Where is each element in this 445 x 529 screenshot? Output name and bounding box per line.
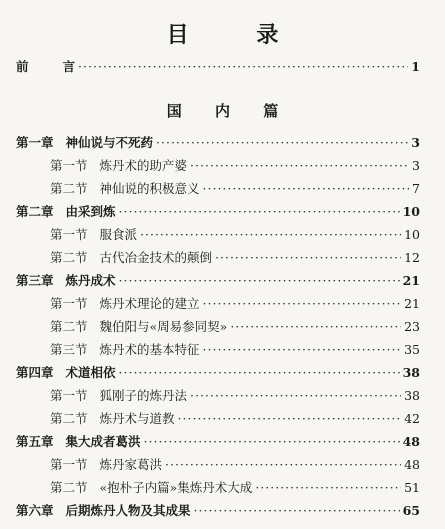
toc-section-entry[interactable]: [16, 225, 420, 245]
leader-dots: [178, 409, 402, 429]
toc-section-entry[interactable]: [16, 409, 420, 429]
entry-page: 48: [402, 434, 420, 449]
entry-page: 21: [402, 273, 420, 288]
entry-page: 23: [404, 319, 420, 334]
leader-dots: [119, 363, 400, 383]
toc-section-entry[interactable]: [16, 179, 420, 199]
toc-entry-preface[interactable]: [16, 57, 420, 77]
toc-chapter-entry[interactable]: [16, 202, 420, 222]
entry-name: «抱朴子内篇»集炼丹术大成: [99, 480, 253, 495]
toc-chapter-entry[interactable]: [16, 501, 420, 521]
leader-dots: [119, 202, 400, 222]
entry-label: 第五章: [16, 434, 54, 449]
entry-label: 第六章: [16, 503, 54, 518]
entry-name: 集大成者葛洪: [65, 434, 141, 449]
entry-page: 12: [404, 250, 420, 265]
entry-name: 狐刚子的炼丹法: [99, 388, 188, 403]
entry-label: 第二节: [50, 250, 88, 265]
entry-label: 第三节: [50, 342, 88, 357]
entry-name: 炼丹家葛洪: [99, 457, 163, 472]
entry-label: 第一节: [50, 296, 88, 311]
entry-page: 65: [402, 503, 420, 518]
entry-name: 神仙说的积极意义: [99, 181, 200, 196]
entry-name: 由采到炼: [65, 204, 116, 219]
entry-name: 后期炼丹人物及其成果: [65, 503, 191, 518]
toc-section-entry[interactable]: [16, 294, 420, 314]
leader-dots: [203, 340, 402, 360]
toc-section-entry[interactable]: [16, 478, 420, 498]
leader-dots: [215, 248, 401, 268]
leader-dots: [190, 156, 409, 176]
leader-dots: [203, 179, 410, 199]
toc-section-entry[interactable]: [16, 340, 420, 360]
entry-label: 第一节: [50, 158, 88, 173]
toc-title: 目 录: [166, 22, 309, 48]
entry-name: 神仙说与不死药: [65, 135, 154, 150]
preface-name: 言: [62, 59, 76, 74]
entry-name: 术道相依: [65, 365, 116, 380]
toc-chapter-entry[interactable]: [16, 271, 420, 291]
entry-label: 第二节: [50, 480, 88, 495]
entry-page: 51: [404, 480, 420, 495]
leader-dots: [119, 271, 400, 291]
toc-chapter-entry[interactable]: [16, 133, 420, 153]
entry-page: 35: [404, 342, 420, 357]
entry-name: 炼丹术与道教: [99, 411, 175, 426]
entry-label: 第二节: [50, 411, 88, 426]
leader-dots: [144, 432, 400, 452]
entry-name: 魏伯阳与«周易参同契»: [99, 319, 228, 334]
entry-label: 第一节: [50, 388, 88, 403]
entry-page: 21: [404, 296, 420, 311]
entry-page: 3: [412, 158, 420, 173]
toc-section-entry[interactable]: [16, 248, 420, 268]
entry-page: 48: [404, 457, 420, 472]
toc-section-entry[interactable]: [16, 386, 420, 406]
entry-page: 38: [402, 365, 420, 380]
entry-label: 第二节: [50, 181, 88, 196]
entry-name: 炼丹术的基本特征: [99, 342, 200, 357]
entry-label: 第二章: [16, 204, 54, 219]
leader-dots: [156, 133, 408, 153]
preface-label: 前: [16, 59, 29, 74]
toc-section-entry[interactable]: [16, 317, 420, 337]
entry-label: 第一章: [16, 135, 54, 150]
entry-name: 炼丹术的助产婆: [99, 158, 188, 173]
entry-page: 3: [411, 135, 420, 150]
leader-dots: [140, 225, 401, 245]
toc-section-entry[interactable]: [16, 455, 420, 475]
leader-dots: [78, 57, 408, 77]
entry-page: 7: [412, 181, 420, 196]
entry-page: 10: [404, 227, 420, 242]
entry-page: 42: [404, 411, 420, 426]
entry-label: 第一节: [50, 457, 88, 472]
entry-name: 古代冶金技术的颠倒: [99, 250, 213, 265]
leader-dots: [255, 478, 401, 498]
section-title: 国 内 篇: [166, 102, 293, 120]
leader-dots: [203, 294, 402, 314]
entry-page: 38: [404, 388, 420, 403]
leader-dots: [194, 501, 400, 521]
entry-name: 炼丹成术: [65, 273, 116, 288]
leader-dots: [190, 386, 401, 406]
entry-name: 服食派: [99, 227, 138, 242]
entry-label: 第一节: [50, 227, 88, 242]
toc-section-entry[interactable]: [16, 156, 420, 176]
leader-dots: [230, 317, 401, 337]
entry-label: 第二节: [50, 319, 88, 334]
entry-label: 第四章: [16, 365, 54, 380]
toc-chapter-entry[interactable]: [16, 432, 420, 452]
entry-name: 炼丹术理论的建立: [99, 296, 200, 311]
leader-dots: [165, 455, 401, 475]
entry-label: 第三章: [16, 273, 54, 288]
entry-page: 10: [402, 204, 420, 219]
toc-chapter-entry[interactable]: [16, 363, 420, 383]
preface-page: 1: [411, 59, 420, 74]
